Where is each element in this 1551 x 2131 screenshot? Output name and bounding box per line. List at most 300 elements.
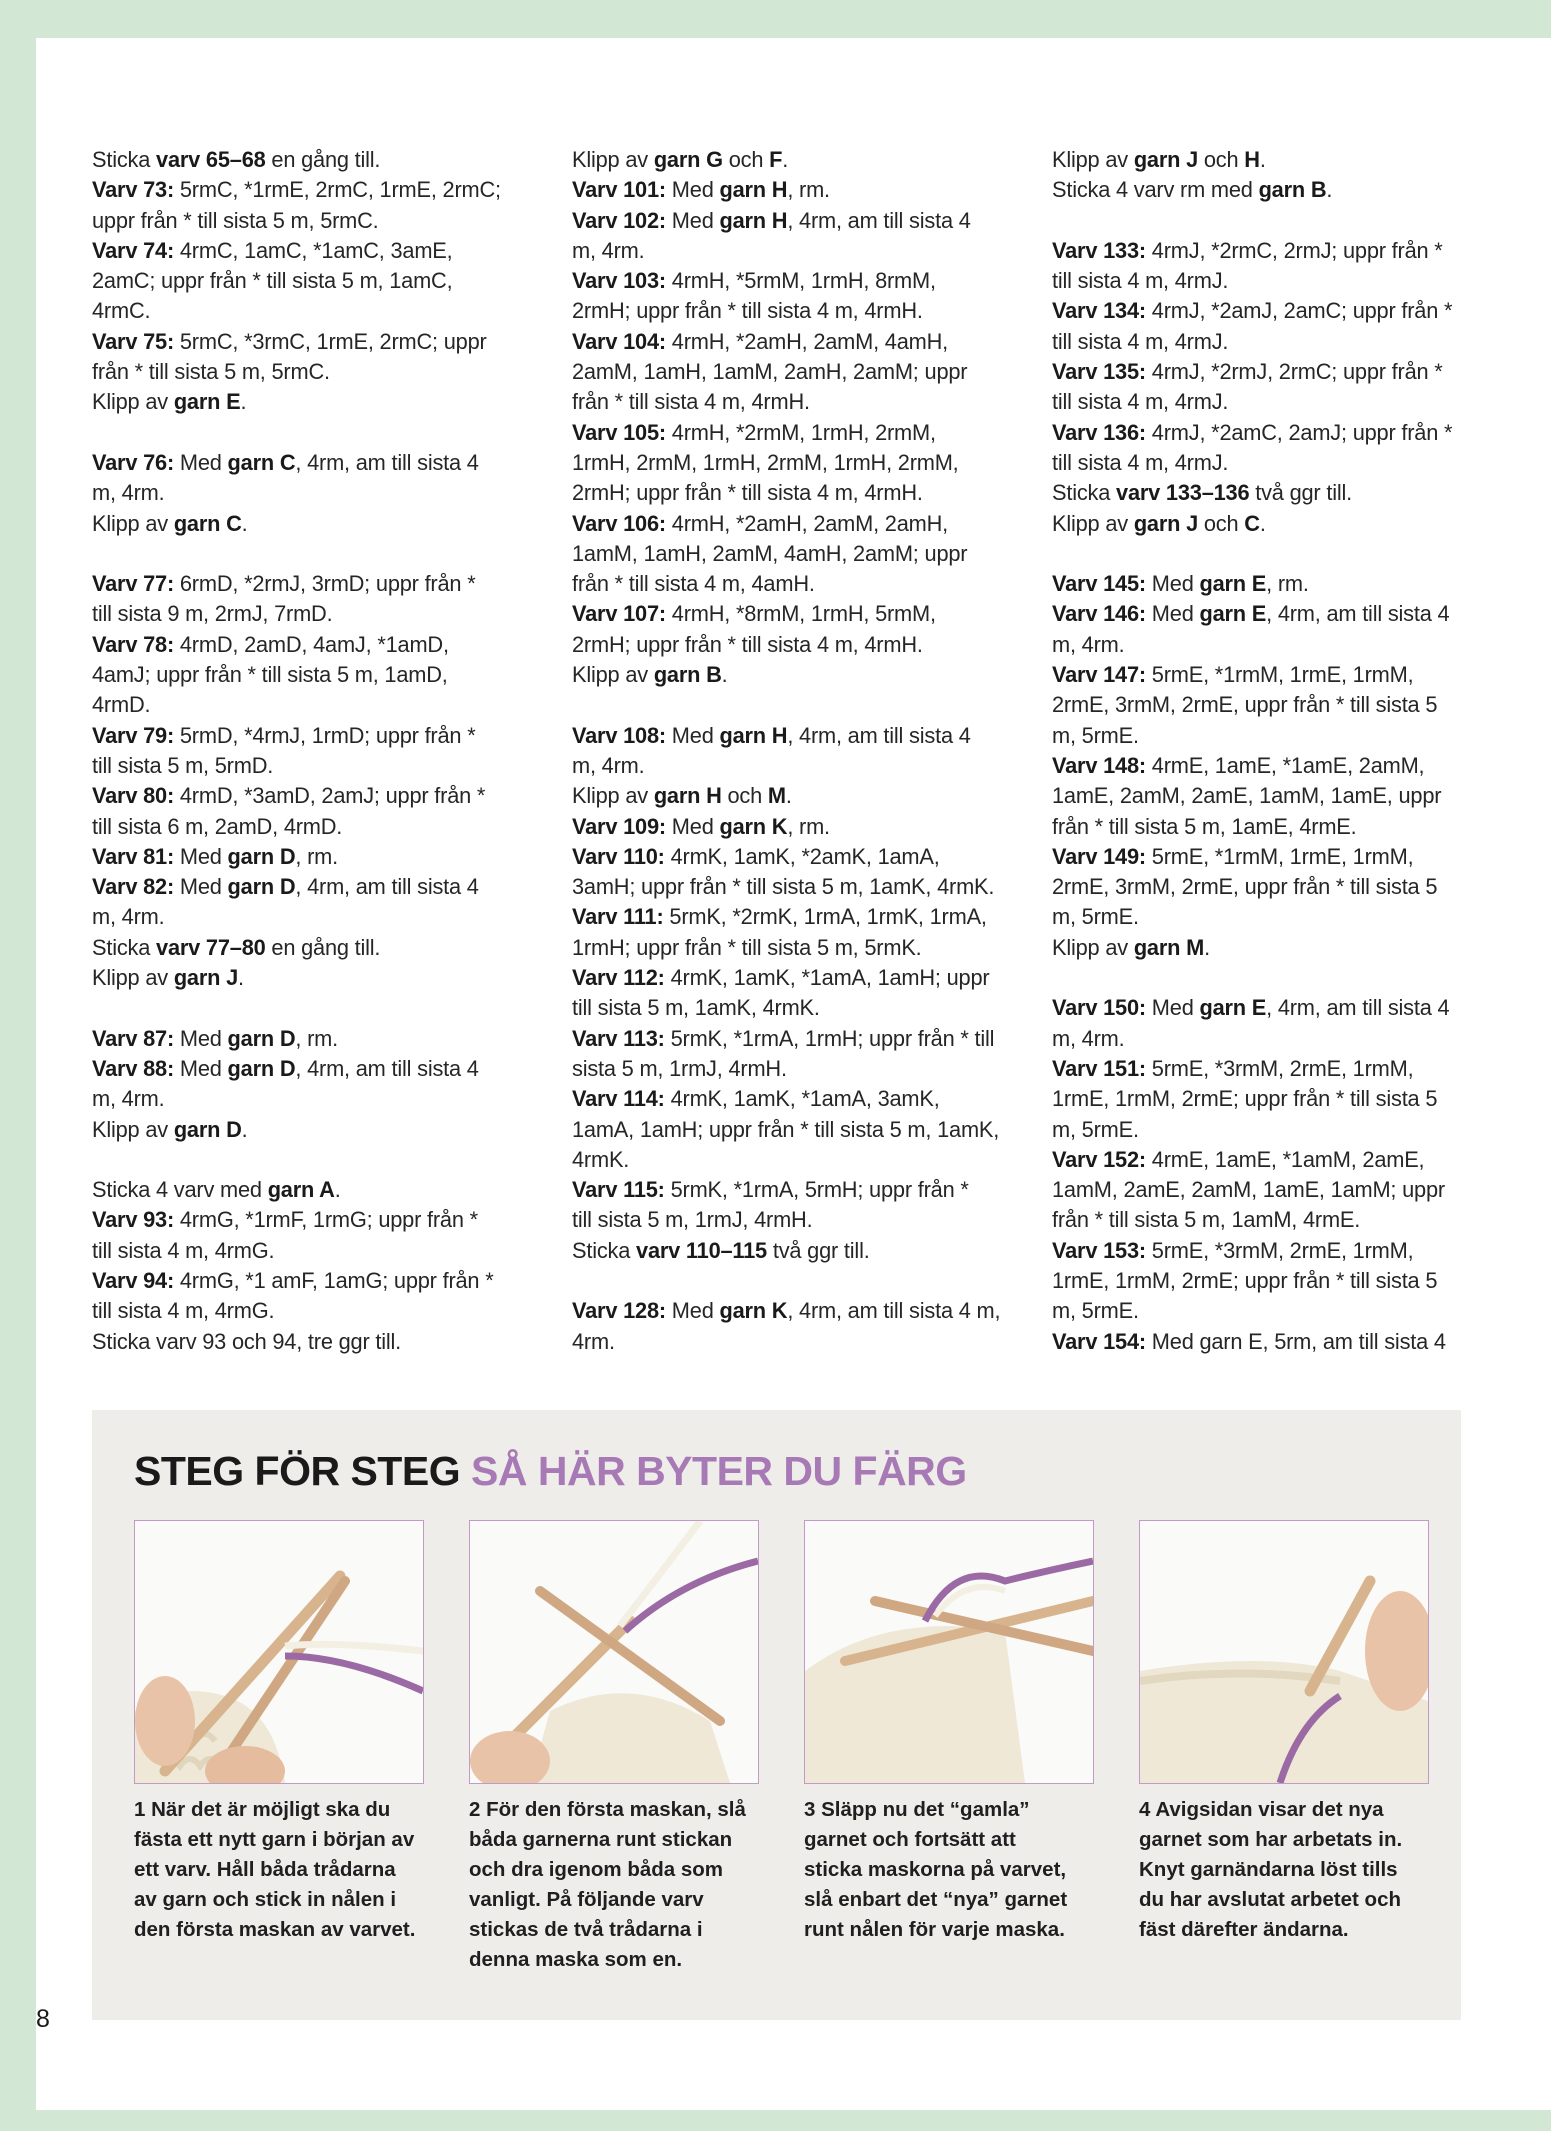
pattern-line (572, 448, 1012, 478)
bold-text: Varv 111: (572, 904, 664, 930)
text: sista 5 m, 1rmJ, 4rmH. (572, 1055, 787, 1081)
bold-text: Varv 78: (92, 631, 175, 657)
bold-text: garn A (267, 1177, 335, 1203)
bold-text: Varv 103: (572, 268, 666, 294)
pattern-line (572, 418, 1012, 448)
bold-text: Varv 88: (92, 1055, 175, 1081)
step-line: sticka maskorna på varvet, (804, 1858, 1067, 1881)
pattern-line (572, 296, 1012, 326)
pattern-line (1052, 1327, 1492, 1357)
text: Med (665, 207, 720, 233)
text: . (1259, 147, 1266, 172)
text: . (785, 783, 792, 809)
step-1-text (134, 1795, 434, 1945)
text: Klipp av (1052, 147, 1134, 172)
bold-text: Varv 133: (1052, 237, 1146, 263)
pattern-line (572, 1084, 1012, 1114)
text: två ggr till. (1249, 480, 1352, 506)
pattern-line (92, 781, 532, 811)
pattern-line (572, 206, 1012, 236)
step-4-text (1139, 1795, 1439, 1945)
step-line: 3 Släpp nu det “gamla” (804, 1798, 1030, 1821)
text: Klipp av (92, 965, 174, 991)
text: Med (174, 843, 228, 869)
text: till sista 6 m, 2amD, 4rmD. (92, 813, 343, 839)
pattern-line (92, 145, 532, 175)
pattern-line (92, 933, 532, 963)
step-line: garnet som har arbetats in. (1139, 1828, 1403, 1851)
text: 5rmE, *1rmM, 1rmE, 1rmM, (1145, 662, 1414, 688)
bold-text: garn H (719, 722, 788, 748)
pattern-line (572, 660, 1012, 690)
bold-text: garn J (173, 965, 239, 991)
pattern-line (572, 266, 1012, 296)
page (36, 38, 1551, 2110)
bold-text: Varv 114: (572, 1086, 665, 1112)
text: Sticka (92, 934, 157, 960)
text: 5rmE, *3rmM, 2rmE, 1rmM, (1145, 1055, 1414, 1081)
panel-title-main: STEG FÖR STEG (134, 1448, 461, 1494)
pattern-line (572, 812, 1012, 842)
bold-text: Varv 146: (1052, 601, 1146, 627)
pattern-line (92, 478, 532, 508)
text: Klipp av (92, 389, 174, 415)
pattern-line (572, 721, 1012, 751)
pattern-line (1052, 175, 1492, 205)
bold-text: F (769, 147, 783, 172)
text: en gång till. (265, 147, 381, 172)
bold-text: Varv 147: (1052, 662, 1146, 688)
text: från * till sista 5 m, 5rmC. (92, 359, 330, 385)
bold-text: garn B (1258, 177, 1327, 203)
text: 4rmH, *5rmM, 1rmH, 8rmM, (665, 268, 936, 294)
bold-text: Varv 151: (1052, 1055, 1146, 1081)
pattern-line (1052, 721, 1492, 751)
bold-text: C (1244, 510, 1260, 536)
text: 5rmK, *2rmK, 1rmA, 1rmK, 1rmA, (663, 904, 987, 930)
pattern-line (92, 357, 532, 387)
bold-text: Varv 108: (572, 722, 666, 748)
line-gap (572, 1266, 1012, 1296)
text: , rm. (787, 177, 830, 203)
pattern-line (92, 902, 532, 932)
text: Sticka (92, 147, 157, 172)
text: 5rmE, *3rmM, 2rmE, 1rmM, (1145, 1237, 1414, 1263)
step-line: 4 Avigsidan visar det nya (1139, 1798, 1384, 1821)
pattern-line (92, 842, 532, 872)
text: 4rmC. (92, 298, 151, 324)
pattern-line (572, 1205, 1012, 1235)
pattern-line (92, 236, 532, 266)
line-gap (92, 539, 532, 569)
text: Sticka (1052, 480, 1117, 506)
pattern-line (92, 1266, 532, 1296)
text: och (721, 783, 768, 809)
pattern-line (92, 1115, 532, 1145)
text: 1amM, 2amE, 2amM, 1amE, 1amM; uppr (1052, 1177, 1445, 1203)
text: , 4rm, am till sista 4 (787, 722, 971, 748)
text: en gång till. (265, 934, 381, 960)
panel-title-accent: SÅ HÄR BYTER DU FÄRG (471, 1448, 967, 1494)
bold-text: Varv 135: (1052, 359, 1146, 385)
text: 2amM, 1amH, 1amM, 2amH, 2amM; uppr (572, 359, 968, 385)
text: , rm. (787, 813, 830, 839)
bold-text: Varv 128: (572, 1298, 666, 1324)
text: m, 4rm. (1052, 1025, 1125, 1051)
text: Med (1145, 995, 1200, 1021)
step-line: fäst därefter ändarna. (1139, 1918, 1349, 1941)
text: 4rmG, *1 amF, 1amG; uppr från * (174, 1267, 494, 1293)
text: . (1204, 934, 1210, 960)
pattern-line (1052, 812, 1492, 842)
bold-text: Varv 87: (92, 1025, 175, 1051)
text: , rm. (1266, 571, 1309, 597)
text: Med garn E, 5rm, am till sista 4 (1145, 1328, 1446, 1354)
pattern-line (572, 781, 1012, 811)
bold-text: garn E (1199, 601, 1267, 627)
pattern-line (1052, 327, 1492, 357)
bold-text: garn H (653, 783, 722, 809)
step-line: av garn och stick in nålen i (134, 1888, 397, 1911)
pattern-line (1052, 296, 1492, 326)
text: m, 5rmE. (1052, 904, 1139, 930)
bold-text: garn K (719, 1298, 788, 1324)
pattern-line (572, 902, 1012, 932)
step-line: Knyt garnändarna löst tills (1139, 1858, 1398, 1881)
bold-text: Varv 75: (92, 328, 175, 354)
step-3-text (804, 1795, 1104, 1945)
text: 4amJ; uppr från * till sista 5 m, 1amD, (92, 662, 448, 688)
text: Klipp av (92, 510, 174, 536)
text: , 4rm, am till sista 4 (1266, 601, 1450, 627)
bold-text: garn D (227, 1025, 296, 1051)
text: 4rmE, 1amE, *1amE, 2amM, (1145, 752, 1425, 778)
bold-text: garn D (173, 1116, 242, 1142)
text: m, 4rm. (572, 752, 645, 778)
text: 1amE, 2amM, 2amE, 1amM, 1amE, uppr (1052, 783, 1442, 809)
line-gap (92, 1145, 532, 1175)
bold-text: garn C (227, 449, 296, 475)
text: . (241, 510, 248, 536)
pattern-line (572, 1296, 1012, 1326)
bold-text: Varv 74: (92, 237, 175, 263)
text: 4rmH, *2rmM, 1rmH, 2rmM, (665, 419, 936, 445)
pattern-line (572, 569, 1012, 599)
bold-text: Varv 145: (1052, 571, 1146, 597)
pattern-line (572, 933, 1012, 963)
pattern-line (1052, 236, 1492, 266)
pattern-line (92, 963, 532, 993)
pattern-line (92, 1175, 532, 1205)
bold-text: M (767, 783, 786, 809)
step-line: 2 För den första maskan, slå (469, 1798, 746, 1821)
pattern-line (1052, 993, 1492, 1023)
pattern-line (1052, 357, 1492, 387)
pattern-line (1052, 1024, 1492, 1054)
text: . (1326, 177, 1333, 203)
pattern-line (572, 509, 1012, 539)
bold-text: Varv 101: (572, 177, 666, 203)
pattern-line (1052, 448, 1492, 478)
text: m, 5rmE. (1052, 722, 1139, 748)
pattern-line (1052, 569, 1492, 599)
text: 4rmE, 1amE, *1amM, 2amE, (1145, 1146, 1425, 1172)
text: till sista 5 m, 5rmD. (92, 752, 274, 778)
text: 1rmE, 1rmM, 2rmE; uppr från * till sista 5 (1052, 1086, 1438, 1112)
pattern-line (1052, 418, 1492, 448)
bold-text: Varv 107: (572, 601, 666, 627)
pattern-line (572, 1115, 1012, 1145)
pattern-line (92, 1084, 532, 1114)
bold-text: Varv 153: (1052, 1237, 1146, 1263)
pattern-line (92, 872, 532, 902)
text: . (238, 965, 244, 991)
text: och (1198, 510, 1245, 536)
text: två ggr till. (766, 1237, 870, 1263)
bold-text: Varv 93: (92, 1207, 175, 1233)
text: 4rmK, 1amK, *1amA, 1amH; uppr (664, 965, 990, 991)
text: , 4rm, am till sista 4 (295, 449, 479, 475)
pattern-line (1052, 1236, 1492, 1266)
text: 1amM, 1amH, 2amM, 4amH, 2amM; uppr (572, 540, 968, 566)
text: 2rmH; uppr från * till sista 4 m, 4rmH. (572, 298, 923, 324)
pattern-line (1052, 842, 1492, 872)
text: , 4rm, am till sista 4 m, (787, 1298, 1001, 1324)
text: m, 5rmE. (1052, 1298, 1139, 1324)
bold-text: Varv 149: (1052, 843, 1146, 869)
text: 5rmC, *1rmE, 2rmC, 1rmE, 2rmC; (174, 177, 501, 203)
step-line: och dra igenom båda som (469, 1858, 724, 1881)
bold-text: Varv 148: (1052, 752, 1146, 778)
pattern-line (572, 357, 1012, 387)
text: från * till sista 5 m, 1amE, 4rmE. (1052, 813, 1357, 839)
pattern-line (1052, 1296, 1492, 1326)
bold-text: garn C (173, 510, 242, 536)
bold-text: Varv 115: (572, 1177, 665, 1203)
step-3-photo (804, 1520, 1094, 1784)
text: . (240, 389, 247, 415)
pattern-line (572, 599, 1012, 629)
pattern-line (1052, 933, 1492, 963)
text: 4rmJ, *2rmC, 2rmJ; uppr från * (1145, 237, 1443, 263)
text: 5rmC, *3rmC, 1rmE, 2rmC; uppr (174, 328, 487, 354)
bold-text: Varv 104: (572, 328, 666, 354)
pattern-line (1052, 1054, 1492, 1084)
pattern-line (1052, 387, 1492, 417)
bold-text: Varv 154: (1052, 1328, 1146, 1354)
bold-text: Varv 77: (92, 571, 175, 597)
text: 2amC; uppr från * till sista 5 m, 1amC, (92, 268, 453, 294)
text: 4rmK, 1amK, *2amK, 1amA, (664, 843, 940, 869)
bold-text: varv 77–80 (156, 934, 266, 960)
bold-text: Varv 134: (1052, 298, 1146, 324)
pattern-line (572, 963, 1012, 993)
text: 4rmG, *1rmF, 1rmG; uppr från * (174, 1207, 478, 1233)
text: Med (174, 449, 228, 475)
text: Sticka 4 varv rm med (1052, 177, 1259, 203)
bold-text: Varv 136: (1052, 419, 1146, 445)
text: och (1198, 147, 1245, 172)
bold-text: Varv 150: (1052, 995, 1146, 1021)
pattern-line (92, 1296, 532, 1326)
text: 2rmH; uppr från * till sista 4 m, 4rmH. (572, 631, 923, 657)
bold-text: garn G (653, 147, 723, 172)
pattern-line (1052, 1145, 1492, 1175)
step-by-step-panel (92, 1410, 1461, 2020)
text: . (1259, 510, 1266, 536)
bold-text: garn D (227, 843, 296, 869)
step-line: runt nålen för varje maska. (804, 1918, 1065, 1941)
text: 4rmD, 2amD, 4amJ, *1amD, (174, 631, 449, 657)
step-line: vanligt. På följande varv (469, 1888, 704, 1911)
line-gap (92, 418, 532, 448)
bold-text: Varv 80: (92, 783, 175, 809)
pattern-line (92, 327, 532, 357)
pattern-line (572, 872, 1012, 902)
bold-text: Varv 106: (572, 510, 666, 536)
bold-text: garn K (719, 813, 788, 839)
text: Med (174, 1025, 228, 1051)
text: 4rmH, *2amH, 2amM, 2amH, (665, 510, 949, 536)
text: m, 4rm. (92, 480, 165, 506)
bold-text: Varv 105: (572, 419, 666, 445)
pattern-line (92, 1024, 532, 1054)
text: från * till sista 4 m, 4amH. (572, 571, 815, 597)
text: m, 4rm. (1052, 631, 1125, 657)
bold-text: Varv 113: (572, 1025, 665, 1051)
text: 2rmE, 3rmM, 2rmE, uppr från * till sista 5 (1052, 874, 1438, 900)
text: 1rmE, 1rmM, 2rmE; uppr från * till sista 5 (1052, 1267, 1438, 1293)
text: m, 4rm. (572, 237, 645, 263)
pattern-line (92, 599, 532, 629)
pattern-line (572, 1145, 1012, 1175)
bold-text: Varv 102: (572, 207, 666, 233)
text: Klipp av (572, 147, 654, 172)
line-gap (572, 690, 1012, 720)
pattern-line (572, 175, 1012, 205)
step-line: slå enbart det “nya” garnet (804, 1888, 1068, 1911)
text: Sticka 4 varv med (92, 1177, 268, 1203)
text: Med (174, 1055, 228, 1081)
step-2-text (469, 1795, 769, 1975)
bold-text: varv 65–68 (156, 147, 266, 172)
pattern-line (92, 721, 532, 751)
text: 1amA, 1amH; uppr från * till sista 5 m, 1amK, (572, 1116, 1000, 1142)
bold-text: Varv 82: (92, 874, 175, 900)
pattern-line (1052, 690, 1492, 720)
text: 5rmK, *1rmA, 1rmH; uppr från * till (664, 1025, 995, 1051)
pattern-line (572, 1327, 1012, 1357)
text: till sista 4 m, 4rmG. (92, 1298, 275, 1324)
pattern-line (572, 236, 1012, 266)
pattern-line (572, 387, 1012, 417)
step-4-photo (1139, 1520, 1429, 1784)
line-gap (1052, 206, 1492, 236)
text: 5rmE, *1rmM, 1rmE, 1rmM, (1145, 843, 1414, 869)
text: , 4rm, am till sista 4 (295, 1055, 479, 1081)
pattern-line (572, 1236, 1012, 1266)
pattern-line (92, 1054, 532, 1084)
bold-text: varv 110–115 (636, 1237, 767, 1263)
text: m, 4rm. (92, 1086, 165, 1112)
bold-text: Varv 73: (92, 177, 175, 203)
bold-text: garn E (1199, 995, 1267, 1021)
text: från * till sista 5 m, 1amM, 4rmE. (1052, 1207, 1361, 1233)
bold-text: Varv 81: (92, 843, 175, 869)
text: till sista 4 m, 4rmJ. (1052, 449, 1229, 475)
pattern-line (92, 296, 532, 326)
pattern-line (92, 448, 532, 478)
text: 4rmD. (92, 692, 151, 718)
step-line: den första maskan av varvet. (134, 1918, 416, 1941)
pattern-line (1052, 1175, 1492, 1205)
pattern-line (92, 509, 532, 539)
text: , rm. (295, 1025, 338, 1051)
bold-text: Varv 112: (572, 965, 665, 991)
text: . (782, 147, 789, 172)
text: Med (665, 813, 720, 839)
pattern-line (1052, 1115, 1492, 1145)
text: 1rmH; uppr från * till sista 5 m, 5rmK. (572, 934, 922, 960)
bold-text: garn H (719, 207, 788, 233)
pattern-line (572, 1024, 1012, 1054)
bold-text: Varv 94: (92, 1267, 175, 1293)
pattern-line (1052, 902, 1492, 932)
text: 3amH; uppr från * till sista 5 m, 1amK, 4rmK. (572, 874, 995, 900)
pattern-line (92, 751, 532, 781)
text: Sticka varv 93 och 94, tre ggr till. (92, 1328, 401, 1354)
line-gap (1052, 963, 1492, 993)
text: 4rmJ, *2amC, 2amJ; uppr från * (1145, 419, 1453, 445)
bold-text: garn H (719, 177, 788, 203)
pattern-line (1052, 630, 1492, 660)
pattern-line (92, 569, 532, 599)
text: Klipp av (1052, 934, 1134, 960)
bold-text: garn J (1133, 147, 1199, 172)
text: Med (665, 177, 720, 203)
bold-text: Varv 76: (92, 449, 175, 475)
text: till sista 4 m, 4rmJ. (1052, 328, 1229, 354)
pattern-line (572, 539, 1012, 569)
bold-text: varv 133–136 (1116, 480, 1250, 506)
bold-text: Varv 152: (1052, 1146, 1146, 1172)
text: 5rmD, *4rmJ, 1rmD; uppr från * (174, 722, 476, 748)
pattern-line (92, 660, 532, 690)
text: m, 4rm. (92, 904, 165, 930)
pattern-line (572, 1054, 1012, 1084)
pattern-line (92, 1236, 532, 1266)
bold-text: garn E (173, 389, 241, 415)
pattern-line (92, 1205, 532, 1235)
text: Klipp av (572, 783, 654, 809)
bold-text: garn D (227, 1055, 296, 1081)
pattern-line (92, 1327, 532, 1357)
text: 4rmC, 1amC, *1amC, 3amE, (174, 237, 453, 263)
step-2-photo (469, 1520, 759, 1784)
text: 6rmD, *2rmJ, 3rmD; uppr från * (174, 571, 476, 597)
pattern-line (572, 842, 1012, 872)
text: 4rmH, *2amH, 2amM, 4amH, (665, 328, 949, 354)
step-line: ett varv. Håll båda trådarna (134, 1858, 396, 1881)
pattern-line (572, 993, 1012, 1023)
pattern-line (1052, 660, 1492, 690)
pattern-line (572, 478, 1012, 508)
text: 2rmE, 3rmM, 2rmE, uppr från * till sista 5 (1052, 692, 1438, 718)
text: till sista 4 m, 4rmG. (92, 1237, 275, 1263)
bold-text: garn M (1133, 934, 1205, 960)
bold-text: garn J (1133, 510, 1199, 536)
text: , 4rm, am till sista 4 (1266, 995, 1450, 1021)
